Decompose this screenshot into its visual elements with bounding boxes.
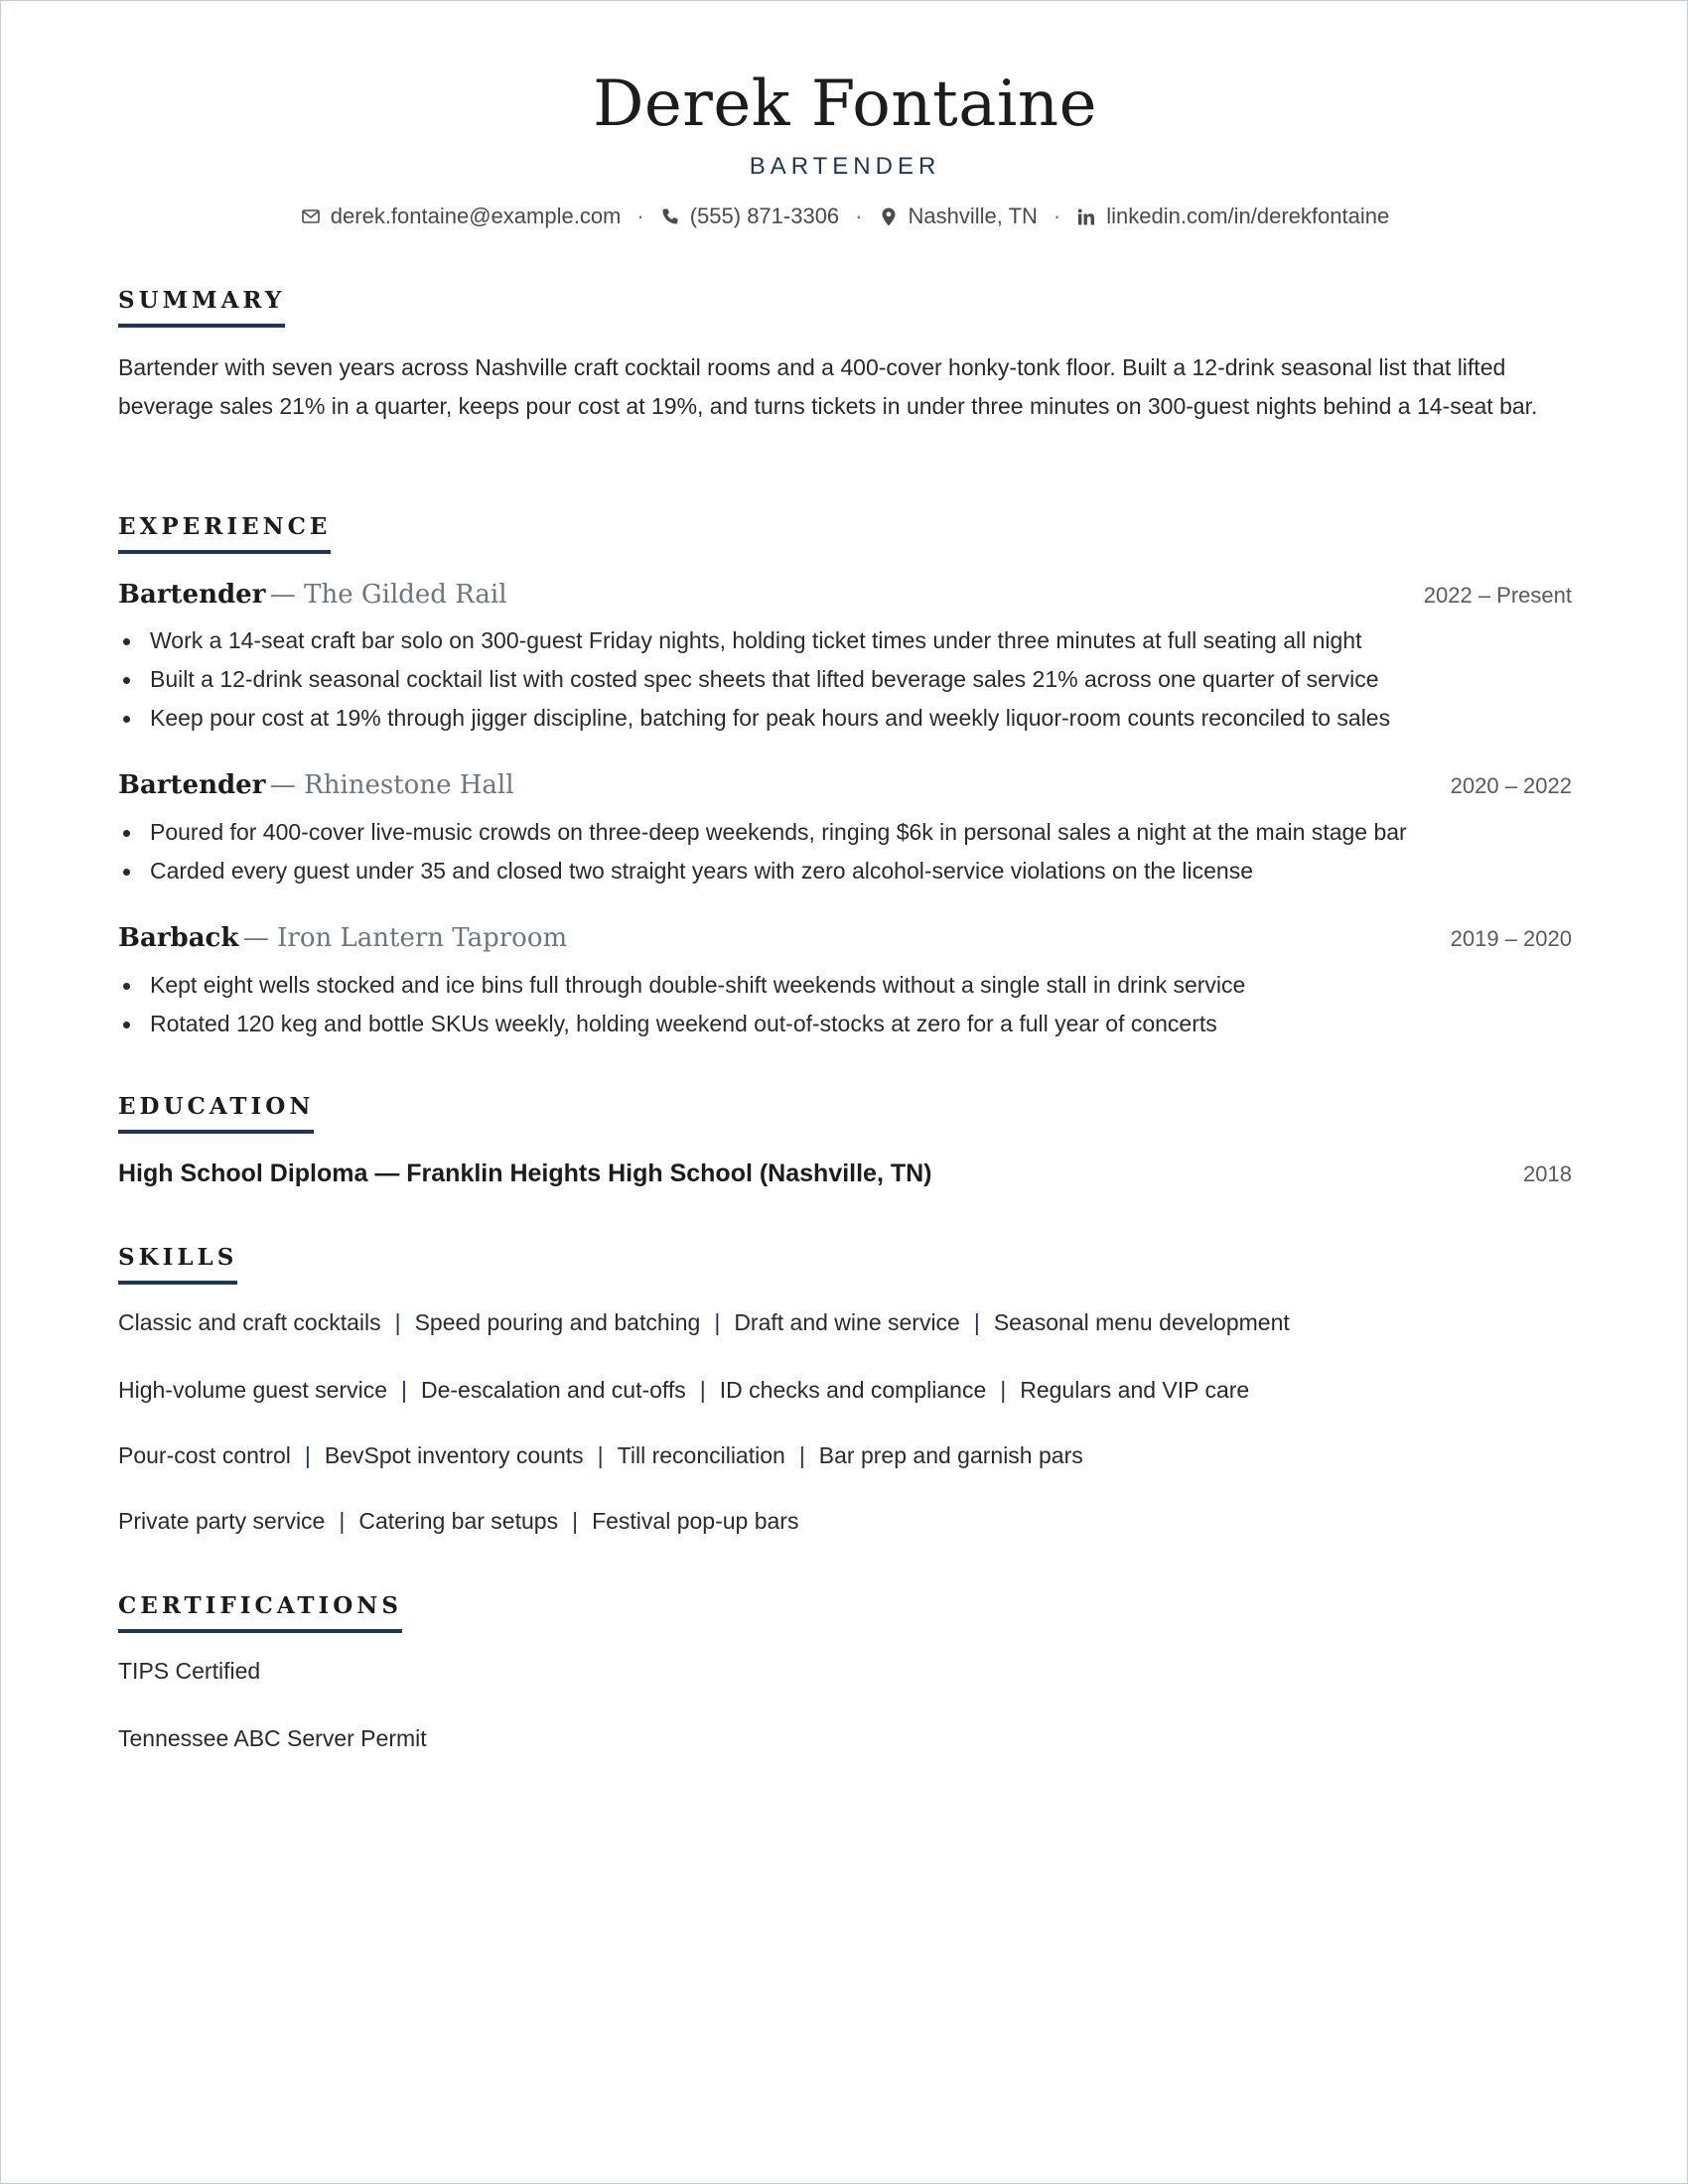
- contact-linkedin-text: linkedin.com/in/derekfontaine: [1106, 204, 1390, 228]
- skill-item: Private party service: [118, 1508, 326, 1534]
- job-title: Bartender: [118, 770, 266, 800]
- contact-linkedin[interactable]: [1076, 205, 1389, 227]
- skill-item: Speed pouring and batching: [414, 1309, 701, 1335]
- candidate-role: BARTENDER: [749, 153, 941, 180]
- certifications-heading: CERTIFICATIONS: [118, 1594, 402, 1633]
- phone-icon: [660, 206, 680, 226]
- contact-bar: [118, 205, 1572, 227]
- contact-email[interactable]: [301, 205, 622, 227]
- skill-item: Pour-cost control: [118, 1442, 291, 1468]
- skill-separator: |: [1000, 1377, 1007, 1403]
- job-title: Barback: [118, 923, 239, 953]
- skill-separator: |: [304, 1442, 311, 1468]
- summary-heading: SUMMARY: [118, 289, 285, 328]
- job-organization: — Rhinestone Hall: [269, 770, 514, 800]
- contact-separator: ·: [636, 204, 644, 228]
- job-header: [118, 772, 1572, 798]
- job-bullet: Built a 12-drink seasonal cocktail list with costed spec sheets that lifted beverage sales 21% across one quarter of service: [118, 660, 1572, 699]
- job-header: [118, 925, 1572, 951]
- skill-item: High-volume guest service: [118, 1377, 388, 1403]
- summary-text: Bartender with seven years across Nashville craft cocktail rooms and a 400-cover honky-tonk floor. Built a 12-drink seasonal list that lifted beverage sales 21% in a quarter, keeps pour cost at 19%, and turns tickets in under three minutes on 300-guest nights behind a 14-seat bar.: [118, 354, 1538, 419]
- job-title: Bartender: [118, 580, 266, 610]
- skill-item: Till reconciliation: [617, 1442, 785, 1468]
- job-dates: 2019 – 2020: [1450, 926, 1572, 951]
- certification-item: TIPS Certified: [118, 1658, 261, 1684]
- skills-row: [118, 1311, 1572, 1334]
- skill-item: ID checks and compliance: [719, 1377, 987, 1403]
- experience-heading: EXPERIENCE: [118, 515, 331, 554]
- job-bullets: [118, 621, 1572, 738]
- skill-item: Classic and craft cocktails: [118, 1309, 381, 1335]
- contact-phone-text: (555) 871-3306: [689, 204, 840, 228]
- skill-item: Draft and wine service: [734, 1309, 960, 1335]
- skills-heading: SKILLS: [118, 1246, 237, 1285]
- skill-item: De-escalation and cut-offs: [421, 1377, 686, 1403]
- education-year: 2018: [1523, 1161, 1572, 1186]
- linkedin-icon: [1076, 206, 1096, 226]
- skill-separator: |: [401, 1377, 407, 1403]
- candidate-name: Derek Fontaine: [593, 68, 1097, 141]
- job-bullet: Work a 14-seat craft bar solo on 300-guest Friday nights, holding ticket times under three minutes at full seating all night: [118, 621, 1572, 660]
- job-bullet: Keep pour cost at 19% through jigger discipline, batching for peak hours and weekly liquor-room counts reconciled to sales: [118, 699, 1572, 738]
- job-title-group: [118, 772, 514, 798]
- skill-separator: |: [973, 1309, 980, 1335]
- contact-separator: ·: [1053, 204, 1061, 228]
- skill-item: Seasonal menu development: [993, 1309, 1290, 1335]
- job-title-group: [118, 582, 507, 608]
- skill-separator: |: [394, 1309, 401, 1335]
- contact-email-text: derek.fontaine@example.com: [330, 204, 622, 228]
- job-organization: — Iron Lantern Taproom: [242, 923, 568, 953]
- skills-row: [118, 1444, 1572, 1467]
- job-bullet: Kept eight wells stocked and ice bins full through double-shift weekends without a single stall in drink service: [118, 966, 1572, 1005]
- contact-separator: ·: [855, 204, 863, 228]
- job-organization: — The Gilded Rail: [269, 580, 507, 610]
- skill-item: Regulars and VIP care: [1020, 1377, 1250, 1403]
- job-dates: 2022 – Present: [1423, 583, 1572, 608]
- skill-separator: |: [798, 1442, 805, 1468]
- skill-item: Bar prep and garnish pars: [818, 1442, 1083, 1468]
- job-dates: 2020 – 2022: [1450, 773, 1572, 798]
- job-title-group: [118, 925, 567, 951]
- skill-separator: |: [597, 1442, 604, 1468]
- skill-separator: |: [714, 1309, 721, 1335]
- education-degree: High School Diploma — Franklin Heights High School (Nashville, TN): [118, 1160, 932, 1187]
- education-heading: EDUCATION: [118, 1095, 314, 1134]
- job-bullet: Poured for 400-cover live-music crowds on three-deep weekends, ringing $6k in personal sales a night at the main stage bar: [118, 813, 1572, 852]
- skills-row: [118, 1379, 1572, 1402]
- skill-item: Festival pop-up bars: [592, 1508, 799, 1534]
- location-pin-icon: [879, 206, 899, 226]
- mail-icon: [301, 206, 321, 226]
- job-bullet: Rotated 120 keg and bottle SKUs weekly, holding weekend out-of-stocks at zero for a full year of concerts: [118, 1005, 1572, 1043]
- skill-item: Catering bar setups: [358, 1508, 559, 1534]
- skills-row: [118, 1510, 1572, 1533]
- skill-separator: |: [339, 1508, 346, 1534]
- skill-separator: |: [572, 1508, 579, 1534]
- job-bullets: [118, 966, 1572, 1043]
- education-entry: [118, 1161, 1572, 1186]
- certification-item: Tennessee ABC Server Permit: [118, 1725, 427, 1751]
- contact-location: [879, 205, 1038, 227]
- skill-item: BevSpot inventory counts: [324, 1442, 584, 1468]
- job-header: [118, 582, 1572, 608]
- skill-separator: |: [699, 1377, 706, 1403]
- job-bullets: [118, 813, 1572, 890]
- contact-location-text: Nashville, TN: [908, 204, 1038, 228]
- job-bullet: Carded every guest under 35 and closed two straight years with zero alcohol-service violations on the license: [118, 852, 1572, 890]
- contact-phone[interactable]: [660, 205, 839, 227]
